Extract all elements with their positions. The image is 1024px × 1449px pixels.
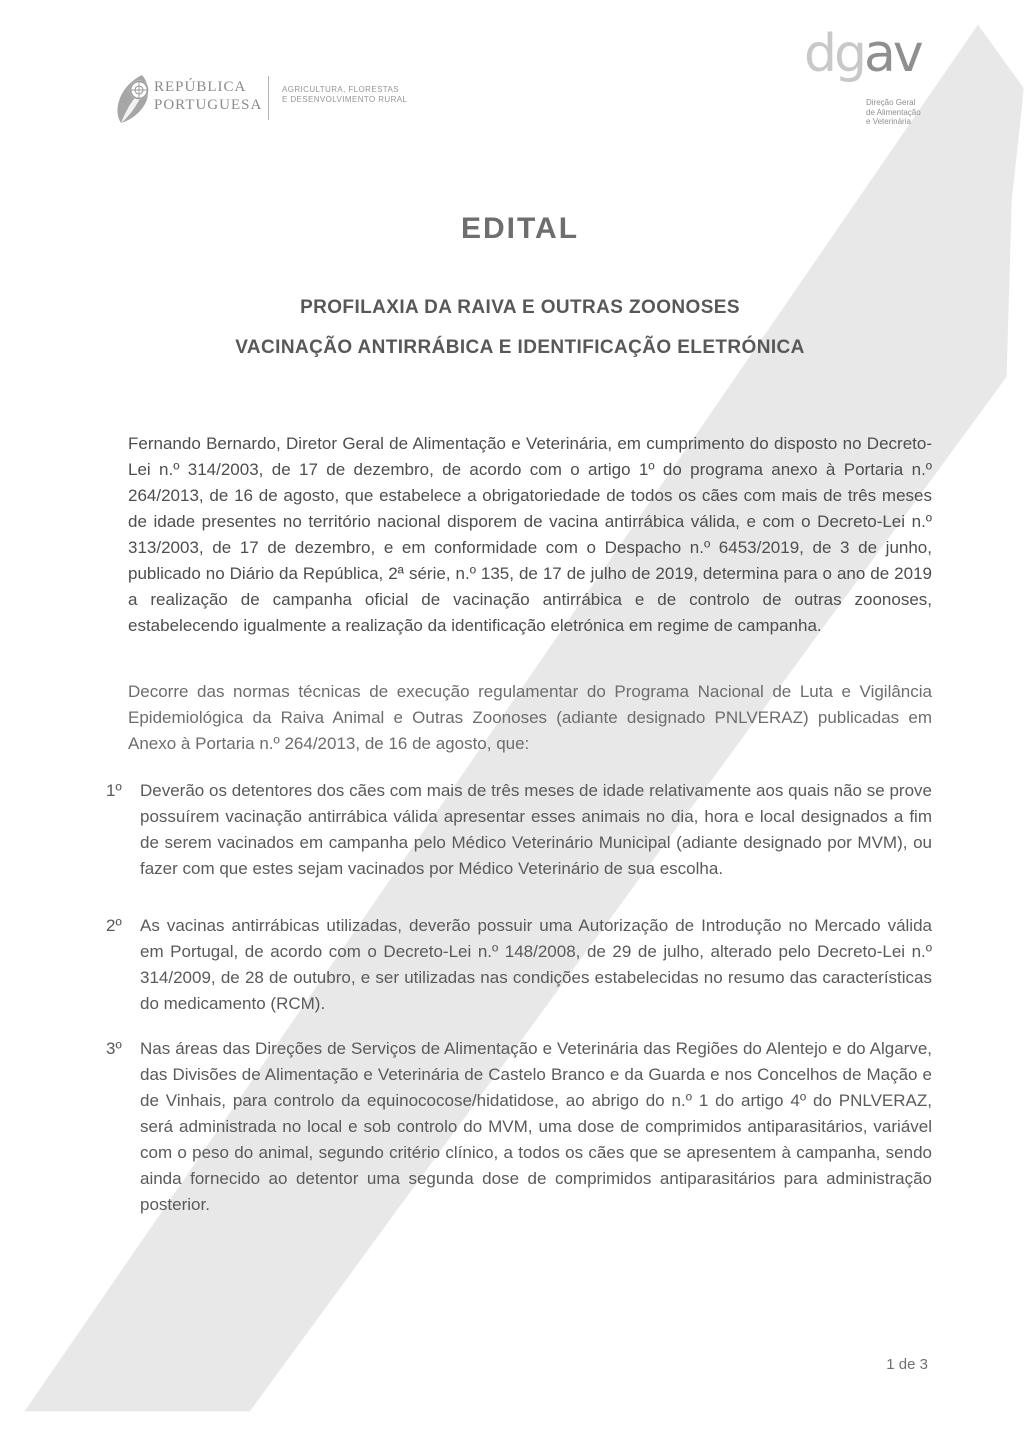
gov-wordmark-line1: REPÚBLICA [154,79,247,95]
numbered-item-2 [106,913,932,1017]
dgav-caption [866,98,921,127]
item-number: 1º [106,781,122,800]
document-subtitle-2: VACINAÇÃO ANTIRRÁBICA E IDENTIFICAÇÃO ELETRÓNICA [235,337,805,358]
dgav-wordmark-dark: av [864,24,921,84]
document-subtitle-1: PROFILAXIA DA RAIVA E OUTRAS ZOONOSES [300,297,740,318]
leaf-emblem-icon [112,74,160,124]
page-number: 1 de 3 [886,1356,928,1373]
decree-paragraph: Decorre das normas técnicas de execução regulamentar do Programa Nacional de Luta e Vigilância Epidemiológica da Raiva Animal e Outras Zoonoses (adiante designado PNLVERAZ) publicadas em Anexo à Portaria n.º 264/2013, de 16 de agosto, que: [128,682,932,753]
numbered-item-3 [106,1036,932,1218]
dgav-logo [804,24,921,126]
item-text: Nas áreas das Direções de Serviços de Alimentação e Veterinária das Regiões do Alentejo e do Algarve, das Divisões de Alimentação e Veterinária de Castelo Branco e da Guarda e nos Concelhos de Mação e de Vinhais, para controlo da equinococose/hidatidose, ao abrigo do n.º 1 do artigo 4º do PNLVERAZ, será administrada no local e sob controlo do MVM, uma dose de comprimidos antiparasitários, variável com o peso do animal, segundo critério clínico, a todos os cães que se apresentem à campanha, sendo ainda fornecido ao detentor uma segunda dose de comprimidos antiparasitários para administração posterior. [140,1039,932,1214]
item-text: As vacinas antirrábicas utilizadas, deverão possuir uma Autorização de Introdução no Mercado válida em Portugal, de acordo com o Decreto-Lei n.º 148/2008, de 29 de julho, alterado pelo Decreto-Lei n.º 314/2009, de 28 de outubro, e ser utilizadas nas condições estabelecidas no resumo das características do medicamento (RCM). [140,916,932,1013]
logo-divider [268,76,269,120]
gov-department-line1: AGRICULTURA, FLORESTAS [282,85,399,94]
dgav-caption-line2: de Alimentação [866,107,921,117]
gov-wordmark [154,78,262,114]
item-text: Deverão os detentores dos cães com mais de três meses de idade relativamente aos quais não se prove possuírem vacinação antirrábica válida apresentar esses animais no dia, hora e local designados a fim de serem vacinados em campanha pelo Médico Veterinário Municipal (adiante designado por MVM), ou fazer com que estes sejam vacinados por Médico Veterinário de sua escolha. [140,781,932,878]
dgav-caption-line1: Direção Geral [866,98,916,107]
numbered-item-1 [106,778,932,882]
gov-department [282,85,407,105]
item-number: 2º [106,916,122,935]
dgav-caption-line3: e Veterinária [866,117,911,126]
document-title: EDITAL [460,212,580,245]
dgav-wordmark [804,26,921,82]
gov-wordmark-line2: PORTUGUESA [154,97,263,113]
gov-department-line2: E DESENVOLVIMENTO RURAL [282,95,408,104]
dgav-wordmark-light: dg [804,24,865,84]
intro-paragraph: Fernando Bernardo, Diretor Geral de Alimentação e Veterinária, em cumprimento do disposto no Decreto-Lei n.º 314/2003, de 17 de dezembro, de acordo com o artigo 1º do programa anexo à Portaria n.º 264/2013, de 16 de agosto, que estabelece a obrigatoriedade de todos os cães com mais de três meses de idade presentes no território nacional disporem de vacina antirrábica válida, e com o Decreto-Lei n.º 313/2003, de 17 de dezembro, e em conformidade com o Despacho n.º 6453/2019, de 3 de junho, publicado no Diário da República, 2ª série, n.º 135, de 17 de julho de 2019, determina para o ano de 2019 a realização de campanha oficial de vacinação antirrábica e de controlo de outras zoonoses, estabelecendo igualmente a realização da identificação eletrónica em regime de campanha. [128,434,932,635]
item-number: 3º [106,1039,122,1058]
